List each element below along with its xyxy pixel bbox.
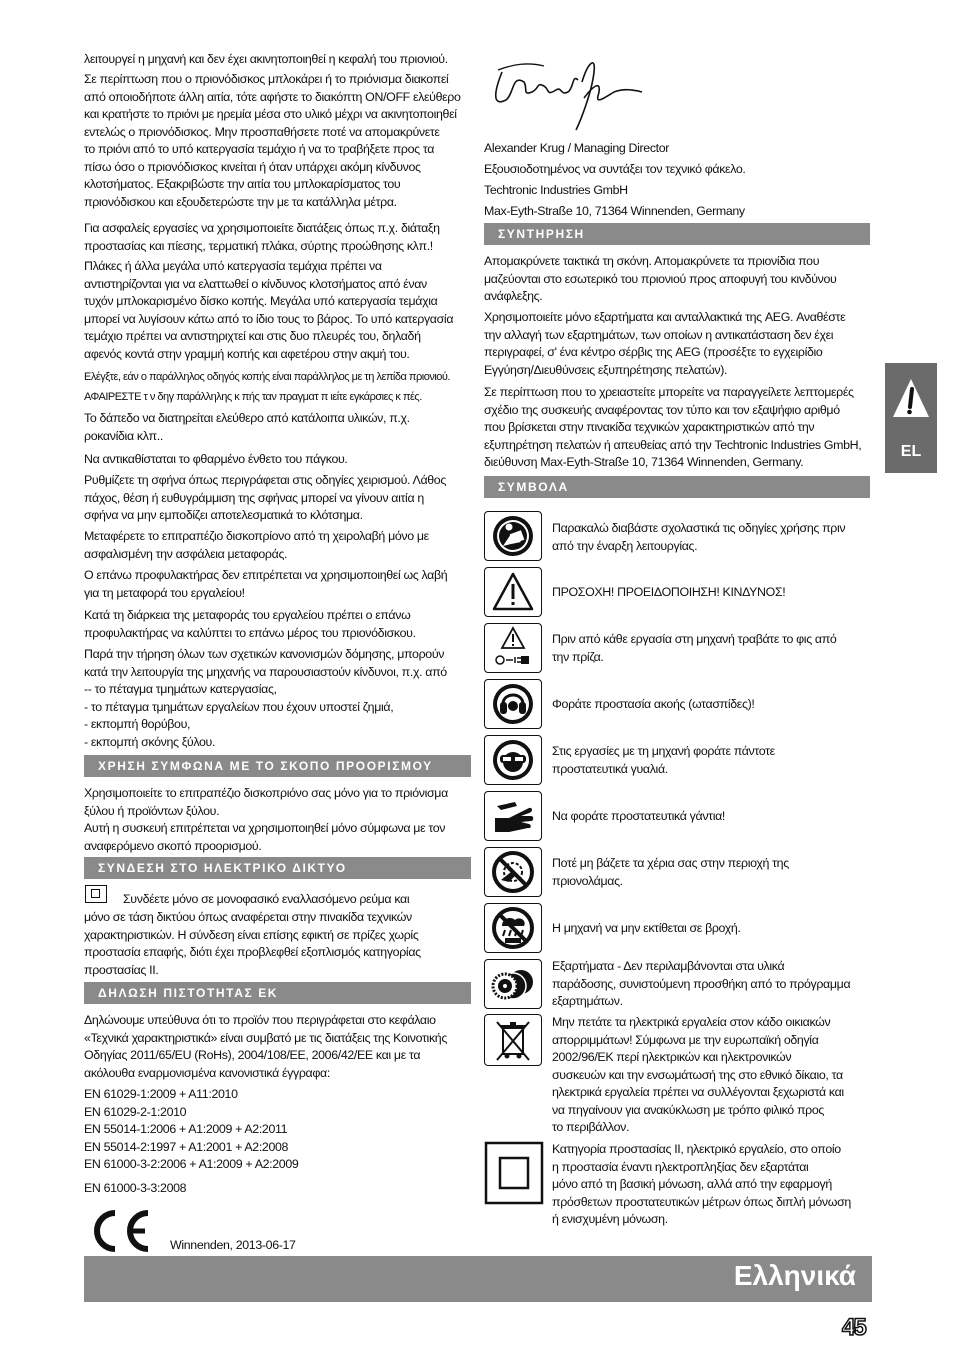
section-heading-declaration: ΔΗΛΩΣΗ ΠΙΣΤΟΤΗΤΑΣ ΕΚ (84, 982, 471, 1004)
left-para-6: ΑΦΑΙΡΕΣΤΕ τ ν δηγ παράλληλης κ πής ταν πραγματ π ιείτε εγκάρσιες κ πές. (84, 391, 422, 403)
crossed-bin-icon (484, 1014, 542, 1066)
left-para-4: Πλάκες ή άλλα μεγάλα υπό κατεργασία τεμάχια πρέπει να αντιστηρίζονται για να ελαττωθεί ο κίνδυνος κλοτσήματος από έναν τυχόν μπλοκαρισμένο δίσκο κοπής. Μεγάλα υπό κατεργασία τεμάχια μπορεί να λυγίσουν κάτω από το ίδιο τους το βάρος. Το υπό κατεργασία τεμάχιο πρέπει να αντιστηριχτεί και στις δυο πλευρές του, δηλαδή αφενός κοντά στην γραμμή κοπής και αφετέρου στην ακμή του. (84, 259, 454, 361)
section-heading-mains: ΣΥΝΔΕΣΗ ΣΤΟ ΗΛΕΚΤΡΙΚΟ ΔΙΚΤΥΟ (84, 857, 471, 879)
ear-protection-icon (484, 679, 542, 729)
symbol-text-class-ii: Κατηγορία προστασίας II, ηλεκτρικό εργαλείο, στο οποίο η προστασία έναντι ηλεκτροπληξίας δεν εξαρτάται μόνο από τη βασική μόνωση, αλλά από την εφαρμογή πρόσθετων προστατευτικών μέτρων όπως διπλή μόνωση ή ενισχυμένη μόνωση. (552, 1142, 851, 1226)
mains-text: μόνο σε τάση δικτύου όπως αναφέρεται στην πινακίδα τεχνικών χαρακτηριστικών. Η σύνδεση είναι επίσης εφικτή σε πρίζες χωρίς προστασία επαφής, διότι έχει προβλεφθεί εξοπλισμός κατηγορίας προστασίας II. (84, 910, 421, 977)
left-para-7: Το δάπεδο να διατηρείται ελεύθερο από κατάλοιπα υλικών, π.χ. ροκανίδια κλπ.. (84, 411, 410, 443)
symbol-text-accessories: Εξαρτήματα - Δεν περιλαμβάνονται στα υλικά παράδοσης, συνιστούμενη προσθήκη από το πρόγραμμα εξαρτημάτων. (552, 959, 851, 1008)
symbol-text-no-rain: Η μηχανή να μην εκτίθεται σε βροχή. (552, 921, 741, 935)
gloves-icon (484, 791, 542, 841)
left-para-11: Ο επάνω προφυλακτήρας δεν επιτρέπεται να χρησιμοποιηθεί ως λαβή για τη μεταφορά του εργαλείου! (84, 568, 448, 600)
language-side-tab (885, 363, 937, 473)
symbol-text-disposal: Μην πετάτε τα ηλεκτρικά εργαλεία στον κάδο οικιακών απορριμμάτων! Σύμφωνα με την ευρωπαϊκή οδηγία 2002/96/ΕΚ περί ηλεκτρικών και ηλεκτρονικών συσκευών και την ενσωμάτωσή της στο εθνικό δίκαιο, τα ηλεκτρικά εργαλεία πρέπει να συλλέγονται ξεχωριστά και να πηγαίνουν για ανακύκλωση με τρόπο φιλικό προς το περιβάλλον. (552, 1015, 844, 1134)
declaration-text: Δηλώνουμε υπεύθυνα ότι το προϊόν που περιγράφεται στο κεφάλαιο «Τεχνικά χαρακτηριστικά» είναι συμβατό με τις διατάξεις της Κοινοτικής Οδηγίας 2011/65/EU (RoHs), 2004/108/ΕE, 2006/42/ΕΕ και με τα ακόλουθα εναρμονισμένα κανονιστικά έγγραφα: (84, 1013, 447, 1080)
symbol-text-gloves: Να φοράτε προστατευτικά γάντια! (552, 809, 726, 823)
intended-use-text: Χρησιμοποιείτε το επιτραπέζιο δισκοπριόνο σας μόνο για το πριόνισμα ξύλου ή προϊόντων ξύλου. Αυτή η συσκευή επιτρέπεται να χρησιμοποιηθεί μόνο σύμφωνα με τον αναφερόμενο σκοπό προορισμού. (84, 786, 448, 853)
symbol-text-read-manual: Παρακαλώ διαβάστε σχολαστικά τις οδηγίες χρήσης πριν από την έναρξη λειτουργίας. (552, 521, 846, 553)
signatory-company: Techtronic Industries GmbH (484, 183, 628, 197)
signatory-name: Alexander Krug / Managing Director (484, 141, 670, 155)
class-ii-small-icon (85, 885, 107, 903)
mains-text-first-line: Συνδέετε μόνο σε μονοφασικό εναλλασόμενο ρεύμα και (123, 892, 410, 906)
class-ii-icon (484, 1141, 544, 1205)
left-para-12: Κατά τη διάρκεια της μεταφοράς του εργαλείου πρέπει ο επάνω προφυλακτήρας να καλύπτει το επάνω μέρος του πριονόδισκου. (84, 608, 416, 640)
symbol-text-unplug: Πριν από κάθε εργασία στη μηχανή τραβάτε το φις από την πρίζα. (552, 632, 837, 664)
ce-mark-icon (85, 1208, 153, 1254)
footer-bar (84, 1256, 872, 1302)
safety-goggles-icon (484, 735, 542, 785)
page-number: 45 (842, 1314, 865, 1341)
left-para-13: Παρά την τήρηση όλων των σχετικών κανονισμών δόμησης, μπορούν κατά την λειτουργία της μηχανής να παρουσιαστούν κίνδυνοι, π.χ. από -- το πέταγμα τμημάτων κατεργασίας, - το πέταγμα τμημάτων εργαλείων που έχουν υποστεί ζημιά, - εκπομπή θορύβου, - εκπομπή σκόνης ξύλου. (84, 647, 447, 749)
warning-triangle-icon (484, 567, 542, 617)
section-heading-symbols: ΣΥΜΒΟΛΑ (484, 476, 870, 498)
left-para-5: Ελέγξτε, εάν ο παράλληλος οδηγός κοπής είναι παράλληλος με τη λεπίδα πριονιού. (84, 371, 450, 383)
left-para-2: Σε περίπτωση που ο πριονόδισκος μπλοκάρει ή το πριόνισμα διακοπεί από οποιοδήποτε άλλη αιτία, τότε αφήστε το διακόπτη ON/OFF ελεύθερο και κρατήστε το πριόνι με ηρεμία μέσα στο υλικό μέχρι να ακινητοποιηθεί εντελώς ο πριονόδισκος. Μην προσπαθήσετε ποτέ να απομακρύνετε το πριόνι από το υπό κατεργασία τεμάχιο ή να το τραβήξετε προς τα πίσω όσο ο πριονόδισκος κινείται ή όταν υπάρχει ακόμη κίνδυνος κλοτσήματος. Εξακριβώστε την αιτία του μπλοκαρίσματος του πριονόδισκου και εξουδετερώστε την με τα κατάλληλα μέτρα. (84, 72, 461, 209)
signature-image (484, 52, 644, 134)
place-date: Winnenden, 2013-06-17 (170, 1238, 296, 1252)
no-rain-icon (484, 903, 542, 953)
warning-exclamation-icon (891, 377, 931, 421)
left-para-8: Να αντικαθίσταται το φθαρμένο ένθετο του πάγκου. (84, 452, 348, 466)
standards-list: EN 61029-1:2009 + A11:2010 EN 61029-2-1:2010 EN 55014-1:2006 + A1:2009 + A2:2011 EN 55014-2:1997 + A1:2001 + A2:2008 EN 61000-3-2:2006 + A1:2009 + A2:2009 (84, 1087, 299, 1171)
signatory-authorization: Εξουσιοδοτημένος να συντάξει τον τεχνικό φάκελο. (484, 162, 746, 176)
maintenance-text-1: Απομακρύνετε τακτικά τη σκόνη. Απομακρύνετε τα πριονίδια που μαζεύονται στο εσωτερικό του πριονιού προς αποφυγή του κινδύνου ανάφλεξης. (484, 254, 837, 303)
symbol-text-warning: ΠΡΟΣΟΧΗ! ΠΡΟΕΙΔΟΠΟΙΗΣΗ! ΚΙΝΔΥΝΟΣ! (552, 585, 786, 599)
footer-language: Ελληνικά (733, 1260, 856, 1291)
symbol-text-goggles: Στις εργασίες με τη μηχανή φοράτε πάντοτε προστατευτικά γυαλιά. (552, 744, 775, 776)
maintenance-text-3: Σε περίπτωση που το χρειαστείτε μπορείτε να παραγγείλετε λεπτομερές σχέδιο της συσκευής αναφέροντας τον τύπο και τον εξαψήφιο αριθμό που βρίσκεται στην πινακίδα τεχνικών χαρακτηριστικών από την εξυπηρέτηση πελατών ή απευθείας από την Techtronic Industries GmbH, διεύθυνση Max-Eyth-Straße 10, 71364 Winnenden, Germany. (484, 385, 862, 469)
read-manual-icon (484, 511, 542, 561)
left-para-9: Ρυθμίζετε τη σφήνα όπως περιγράφεται στις οδηγίες χειρισμού. Λάθος πάχος, θέση ή ευθυγράμμιση της σφήνας μπορεί να γίνουν αιτία η σφήνα να μην εμποδίζει αποτελεσματικά το κλότσημα. (84, 473, 446, 522)
symbol-text-no-hands: Ποτέ μη βάζετε τα χέρια σας στην περιοχή της πριονολάμας. (552, 856, 789, 888)
standard-last: EN 61000-3-3:2008 (84, 1181, 187, 1195)
section-heading-intended-use: ΧΡΗΣΗ ΣΥΜΦΩΝΑ ΜΕ ΤΟ ΣΚΟΠΟ ΠΡΟΟΡΙΣΜΟΥ (84, 755, 471, 777)
left-para-1: λειτουργεί η μηχανή και δεν έχει ακινητοποιηθεί η κεφαλή του πριονιού. (84, 52, 448, 66)
left-para-3: Για ασφαλείς εργασίες να χρησιμοποιείτε διατάξεις όπως π.χ. διάταξη προστασίας και πίεσης, τερματική πλάκα, σύρτης προώθησης κλπ.! (84, 221, 440, 253)
unplug-icon (484, 623, 542, 673)
saw-blades-icon (484, 959, 542, 1009)
section-heading-maintenance: ΣΥΝΤΗΡΗΣΗ (484, 223, 870, 245)
no-hands-icon (484, 847, 542, 897)
language-code: EL (900, 443, 922, 460)
left-para-10: Μεταφέρετε το επιτραπέζιο δισκοπρίονο από τη χειρολαβή μόνο με ασφαλισμένη την ασφάλεια μεταφοράς. (84, 529, 429, 561)
maintenance-text-2: Χρησιμοποιείτε μόνο εξαρτήματα και ανταλλακτικά της AEG. Αναθέστε την αλλαγή των εξαρτημάτων, των οποίων η αντικατάσταση δεν έχει περιγραφεί, σ' ένα κέντρο σέρβις της AEG (προσέξτε το εγχειρίδιο Εγγύηση/Διευθύνσεις εξυπηρέτησης πελατών). (484, 310, 846, 377)
signatory-address: Max-Eyth-Straße 10, 71364 Winnenden, Germany (484, 204, 745, 218)
symbol-text-ear-protection: Φοράτε προστασία ακοής (ωτασπίδες)! (552, 697, 755, 711)
